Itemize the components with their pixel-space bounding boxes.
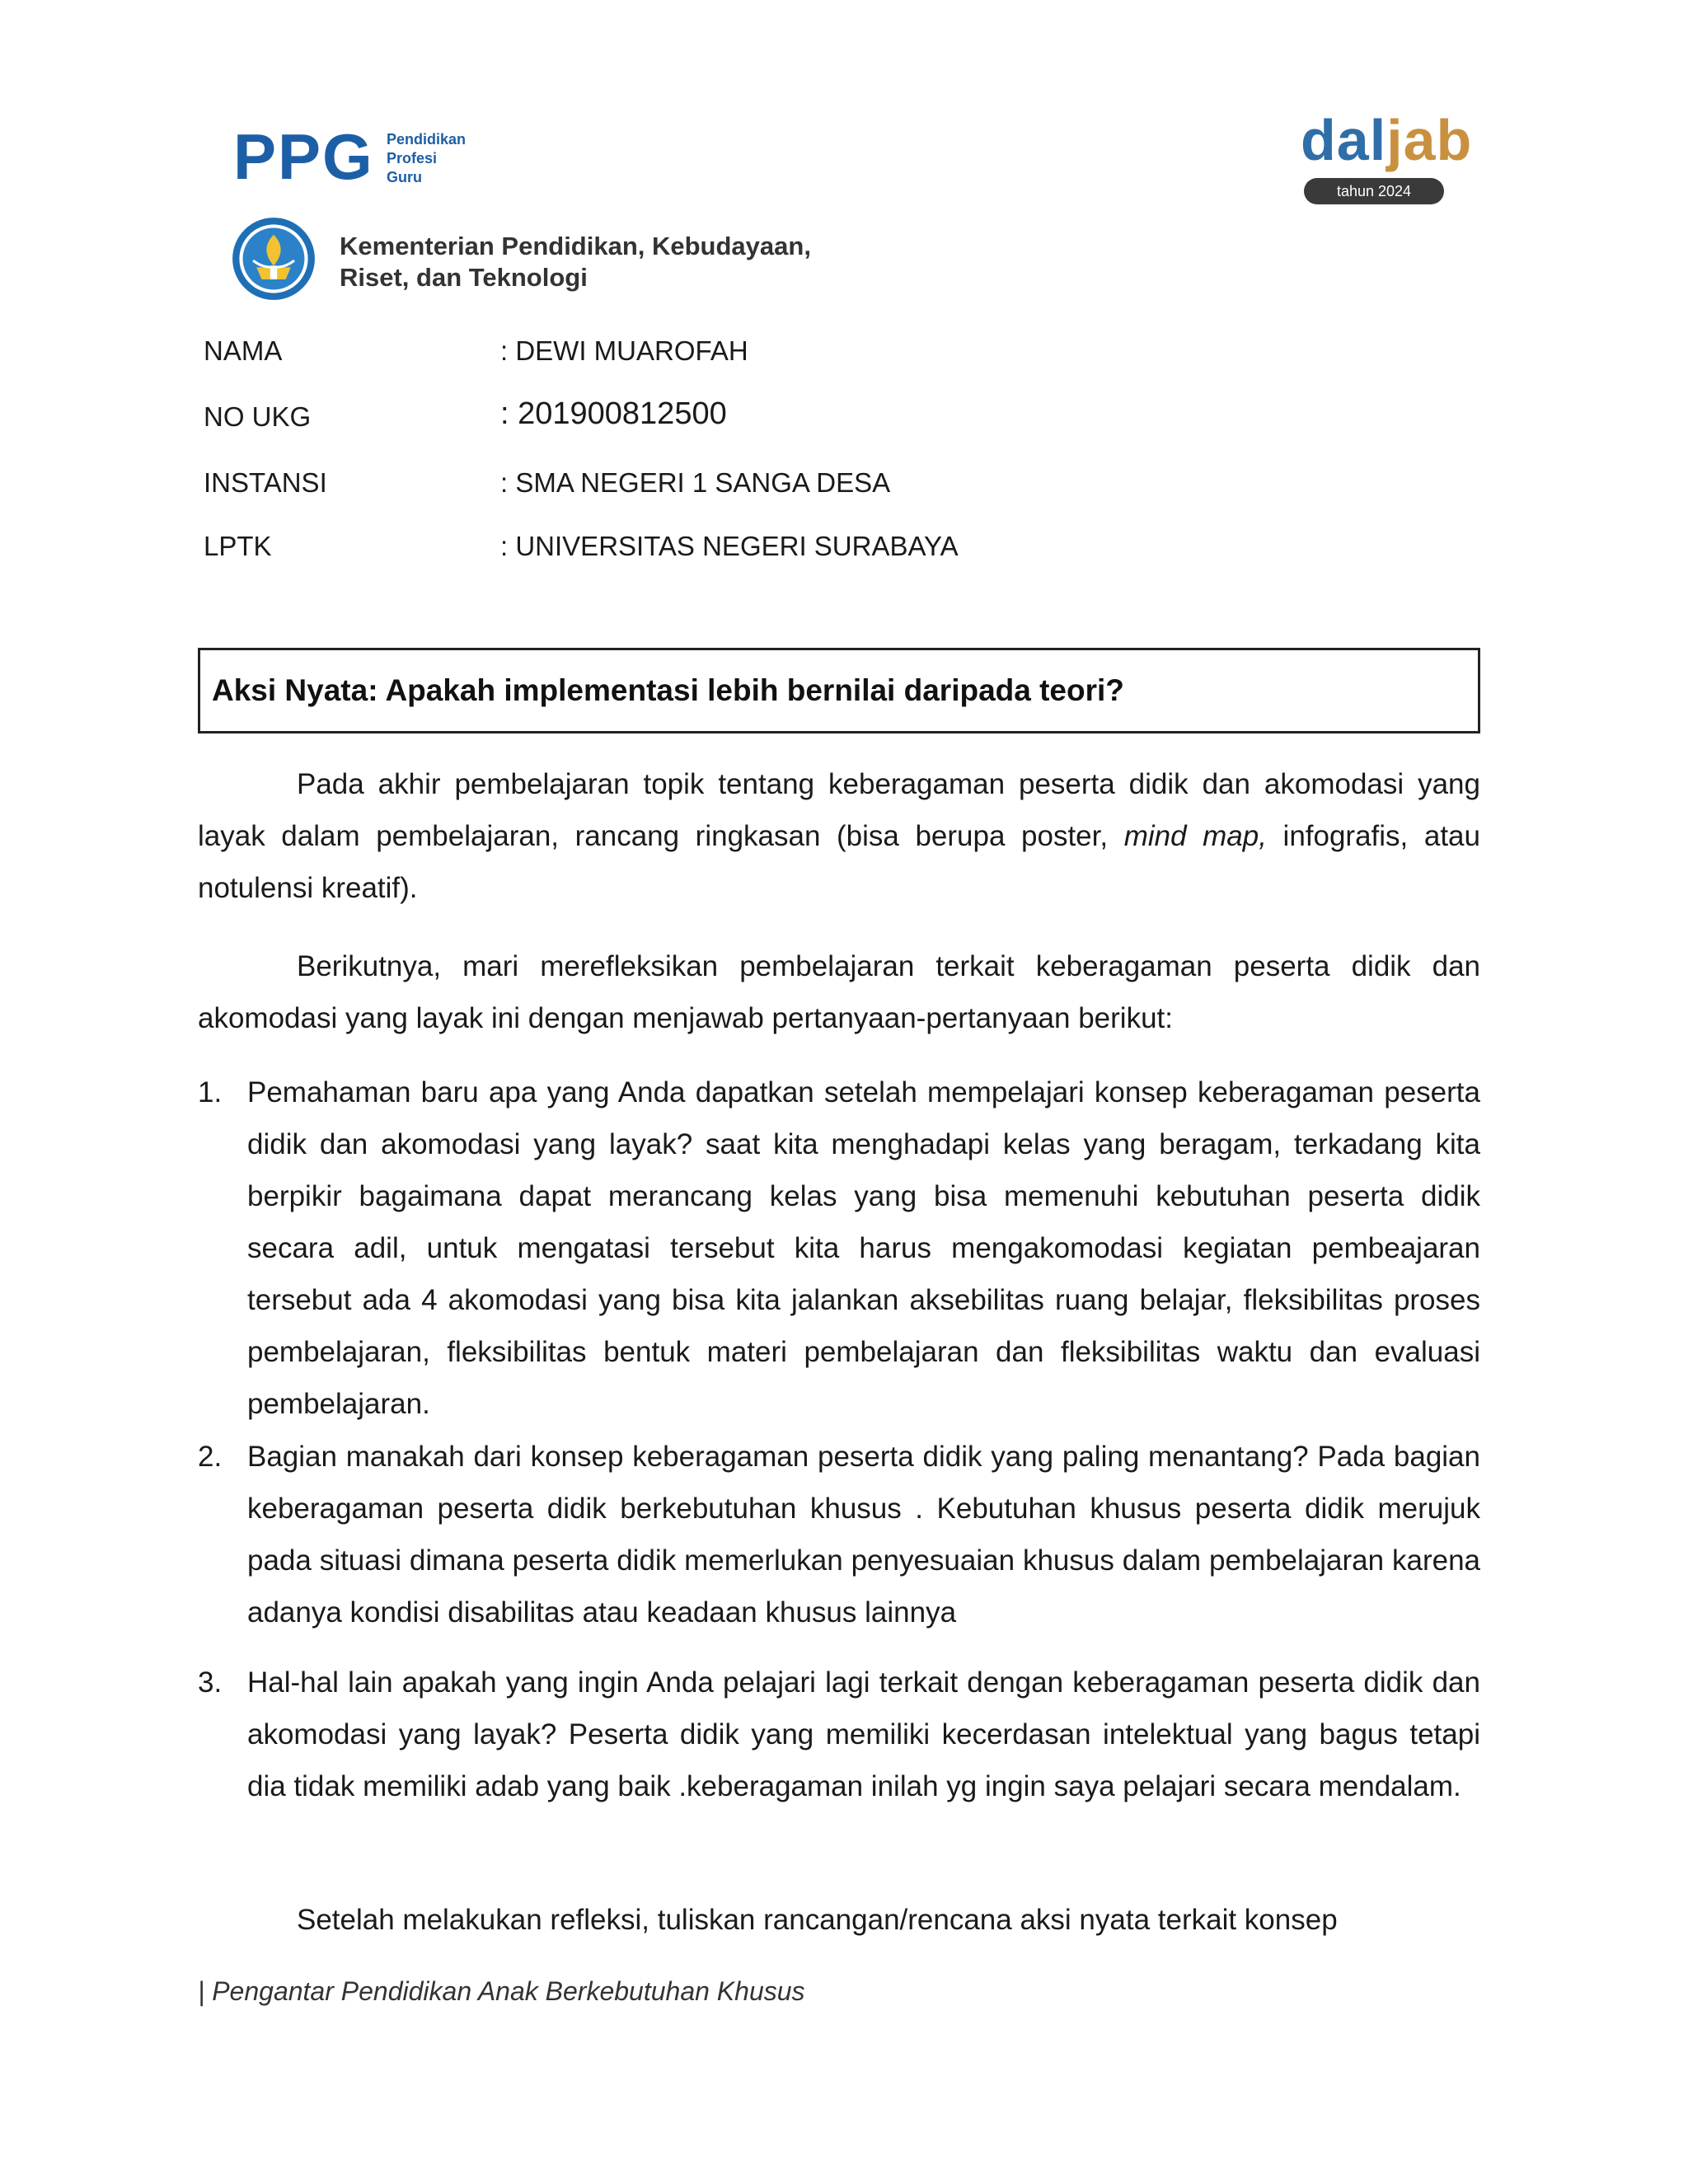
section-title-box	[198, 648, 1480, 733]
kemdikbud-name	[340, 231, 811, 293]
kemdikbud-name-line: Kementerian Pendidikan, Kebudayaan,	[340, 232, 811, 260]
page-footer: | Pengantar Pendidikan Anak Berkebutuhan Khusus	[198, 1976, 805, 2006]
ppg-subtitle-line: Profesi	[387, 150, 438, 166]
ppg-subtitle-line: Guru	[387, 169, 422, 185]
kemdikbud-name-line: Riset, dan Teknologi	[340, 263, 588, 292]
daljab-word-dal: dal	[1301, 108, 1387, 172]
paragraph-intro	[198, 758, 1480, 914]
ppg-logo	[233, 115, 505, 198]
list-item-text: Pemahaman baru apa yang Anda dapatkan setelah mempelajari konsep keberagaman peserta didik dan akomodasi yang layak? saat kita menghadapi kelas yang beragam, terkadang kita berpikir bagaimana dapat merancang kelas yang bisa memenuhi kebutuhan peserta didik secara adil, untuk mengatasi tersebut kita harus mengakomodasi kegiatan pembeajaran tersebut ada 4 akomodasi yang bisa kita jalankan aksebilitas ruang belajar, fleksibilitas proses pembelajaran, fleksibilitas bentuk materi pembelajaran dan fleksibilitas waktu dan evaluasi pembelajaran.	[247, 1076, 1480, 1420]
identity-label: NO UKG	[204, 401, 312, 432]
section-title: Aksi Nyata: Apakah implementasi lebih bernilai daripada teori?	[212, 673, 1124, 707]
identity-value: : SMA NEGERI 1 SANGA DESA	[500, 467, 891, 498]
identity-label: INSTANSI	[204, 467, 327, 498]
daljab-logo-word	[1301, 107, 1472, 173]
list-item-number: 2.	[198, 1441, 223, 1473]
paragraph-action-plan	[198, 1894, 1480, 1946]
paragraph-text: Pada akhir pembelajaran topik tentang keberagaman peserta didik dan akomodasi yang layak dalam pembelajaran, rancang ringkasan (bisa berupa poster,	[198, 768, 1480, 852]
daljab-year-badge: tahun 2024	[1304, 178, 1444, 204]
identity-value: : DEWI MUAROFAH	[500, 335, 748, 366]
tut-wuri-handayani-emblem-icon	[231, 216, 316, 302]
paragraph-italic-text: mind map,	[1123, 820, 1267, 852]
paragraph-text: Berikutnya, mari merefleksikan pembelajaran terkait keberagaman peserta didik dan akomodasi yang layak ini dengan menjawab pertanyaan-pertanyaan berikut:	[198, 950, 1480, 1034]
identity-label: NAMA	[204, 335, 283, 366]
paragraph-text: infografis, atau notulensi kreatif).	[198, 820, 1480, 904]
paragraph-reflection-prompt	[198, 940, 1480, 1044]
daljab-logo	[1301, 107, 1473, 210]
daljab-word-jab: jab	[1386, 108, 1473, 172]
paragraph-text: Setelah melakukan refleksi, tuliskan rancangan/rencana aksi nyata terkait konsep	[297, 1904, 1338, 1936]
kemdikbud-logo	[231, 216, 841, 298]
identity-value: : 201900812500	[500, 396, 727, 431]
list-item-text: Hal-hal lain apakah yang ingin Anda pelajari lagi terkait dengan keberagaman peserta didik dan akomodasi yang layak? Peserta didik yang memiliki kecerdasan intelektual yang bagus tetapi dia tidak memiliki adab yang baik .keberagaman inilah yg ingin saya pelajari secara mendalam.	[247, 1666, 1480, 1802]
identity-label: LPTK	[204, 531, 272, 561]
list-item-text: Bagian manakah dari konsep keberagaman peserta didik yang paling menantang? Pada bagian keberagaman peserta didik berkebutuhan khusus . Kebutuhan khusus peserta didik merujuk pada situasi dimana peserta didik memerlukan penyesuaian khusus dalam pembelajaran karena adanya kondisi disabilitas atau keadaan khusus lainnya	[247, 1441, 1480, 1629]
list-item-number: 3.	[198, 1666, 223, 1699]
ppg-logo-subtitle	[387, 130, 466, 187]
ppg-subtitle-line: Pendidikan	[387, 131, 467, 148]
list-item-number: 1.	[198, 1076, 223, 1108]
identity-value: : UNIVERSITAS NEGERI SURABAYA	[500, 531, 959, 561]
ppg-logo-word: PPG	[233, 120, 374, 193]
